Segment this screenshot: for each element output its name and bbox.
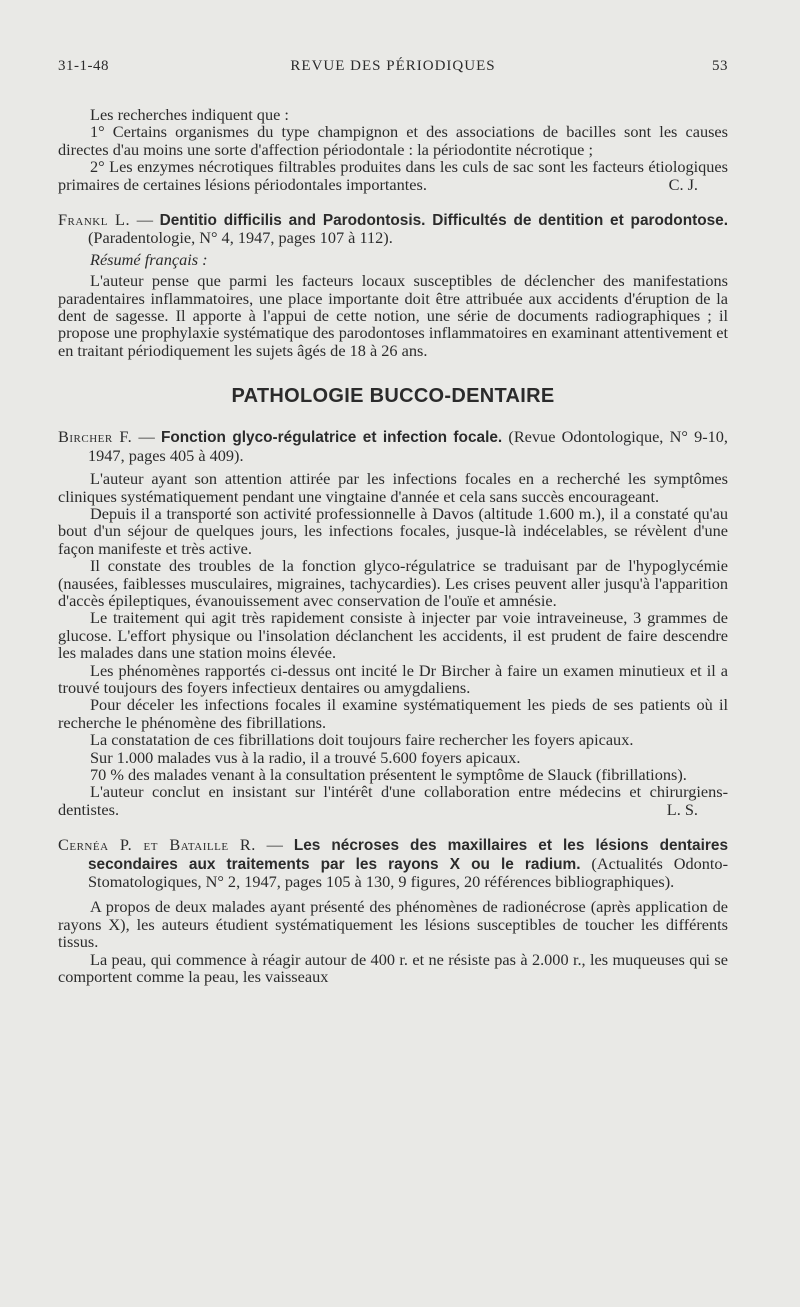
article-title: Dentitio difficilis and Parodontosis. Difficultés de dentition et parodontose.	[159, 212, 729, 230]
article-paragraph: A propos de deux malades ayant présenté des phénomènes de radionécrose (après application de rayons X), les auteurs étudient systématiquement les lésions susceptibles de toucher les différents tissus.	[58, 897, 728, 952]
intro-text: 2° Les enzymes nécrotiques filtrables produites dans les culs de sac sont les facteurs étiologiques primaires de certaines lésions périodontales importantes.	[58, 157, 728, 194]
intro-paragraph: 1° Certains organismes du type champignon et des associations de bacilles sont les causes directes d'au moins une sorte d'affection périodontale : la périodontite nécrotique ;	[58, 122, 728, 159]
article-text: L'auteur conclut en insistant sur l'intérêt d'une collaboration entre médecins et chirurgiens-dentistes.	[58, 782, 728, 819]
article-paragraph: L'auteur ayant son attention attirée par les infections focales en a recherché les symptômes cliniques systématiquement pendant une vingtaine d'année et cela sans succès encourageant.	[58, 469, 728, 506]
issue-date: 31-1-48	[58, 58, 109, 74]
signature: L. S.	[666, 799, 698, 819]
article-citation: (Paradentologie, N° 4, 1947, pages 107 à 112).	[88, 228, 393, 248]
article-citation: (Actualités Odonto-Stomatologiques, N° 2, 1947, pages 105 à 130, 9 figures, 20 références bibliographiques).	[88, 853, 728, 892]
article-author: Bircher F.	[58, 427, 133, 447]
dash: —	[132, 427, 161, 447]
page-number: 53	[712, 58, 728, 74]
section-title: PATHOLOGIE BUCCO-DENTAIRE	[231, 385, 555, 408]
intro-paragraph: Les recherches indiquent que :	[90, 105, 289, 124]
article-paragraph: Les phénomènes rapportés ci-dessus ont incité le Dr Bircher à faire un examen minutieux et il a trouvé toujours des foyers infectieux dentaires ou amygdaliens.	[58, 660, 728, 697]
article-paragraph: Depuis il a transporté son activité professionnelle à Davos (altitude 1.600 m.), il a constaté qu'au bout d'un séjour de quelques jours, les infections focales, jusque-là indécelables, se révèlent d'une façon manifeste et très active.	[58, 503, 728, 558]
article-paragraph: 70 % des malades venant à la consultation présentent le symptôme de Slauck (fibrillations).	[90, 765, 687, 784]
article-heading	[58, 428, 728, 464]
running-header	[58, 58, 728, 80]
article-paragraph: Il constate des troubles de la fonction glyco-régulatrice se traduisant par de l'hypoglycémie (nausées, faiblesses musculaires, migraines, tachycardies). Les crises peuvent aller jusqu'à l'apparition d'accès épileptiques, évanouissement avec conservation de l'ouïe et amnésie.	[58, 556, 728, 610]
article-paragraph: Sur 1.000 malades vus à la radio, il a trouvé 5.600 foyers apicaux.	[90, 747, 521, 767]
article-title: Les nécroses des maxillaires et les lésions dentaires secondaires aux traitements par les rayons X ou le radium.	[88, 837, 729, 873]
journal-title: REVUE DES PÉRIODIQUES	[290, 58, 496, 74]
article-paragraph: Le traitement qui agit très rapidement consiste à injecter par voie intraveineuse, 3 grammes de glucose. L'effort physique ou l'insolation déclanchent les accidents, il est prudent de faire descendre les malades dans une station moins élevée.	[58, 608, 728, 663]
article-heading	[58, 211, 728, 247]
dash: —	[255, 835, 294, 855]
article-body: L'auteur pense que parmi les facteurs locaux susceptibles de déclencher des manifestations paradentaires inflammatoires, une place importante doit être attribuée aux accidents d'éruption de la dent de sagesse. Il apporte à l'appui de cette notion, une série de documents radiographiques ; il propose une prophylaxie systématique des parodontoses inflammatoires en examinant attentivement et en traitant périodiquement les sujets âgés de 18 à 26 ans.	[58, 271, 728, 360]
signature: C. J.	[668, 174, 698, 194]
article-citation: (Revue Odontologique, N° 9-10, 1947, pages 405 à 409).	[88, 427, 728, 465]
page	[58, 58, 728, 985]
article-paragraph: La peau, qui commence à réagir autour de 400 r. et ne résiste pas à 2.000 r., les muqueuses qui se comportent comme la peau, les vaisseaux	[58, 949, 728, 987]
article-author: Frankl L.	[58, 210, 131, 230]
article-paragraph: La constatation de ces fibrillations doit toujours faire rechercher les foyers apicaux.	[90, 730, 634, 750]
article-paragraph	[58, 783, 728, 818]
dash: —	[130, 210, 160, 230]
intro-paragraph	[58, 158, 728, 193]
article-title: Fonction glyco-régulatrice et infection focale.	[160, 429, 503, 447]
article-paragraph: Pour déceler les infections focales il examine systématiquement les pieds de ses patients où il recherche le phénomène des fibrillations.	[58, 695, 728, 732]
resume-label: Résumé français :	[90, 249, 208, 269]
article-author: Cernéa P. et Bataille R.	[58, 835, 256, 855]
article-heading	[58, 836, 728, 890]
